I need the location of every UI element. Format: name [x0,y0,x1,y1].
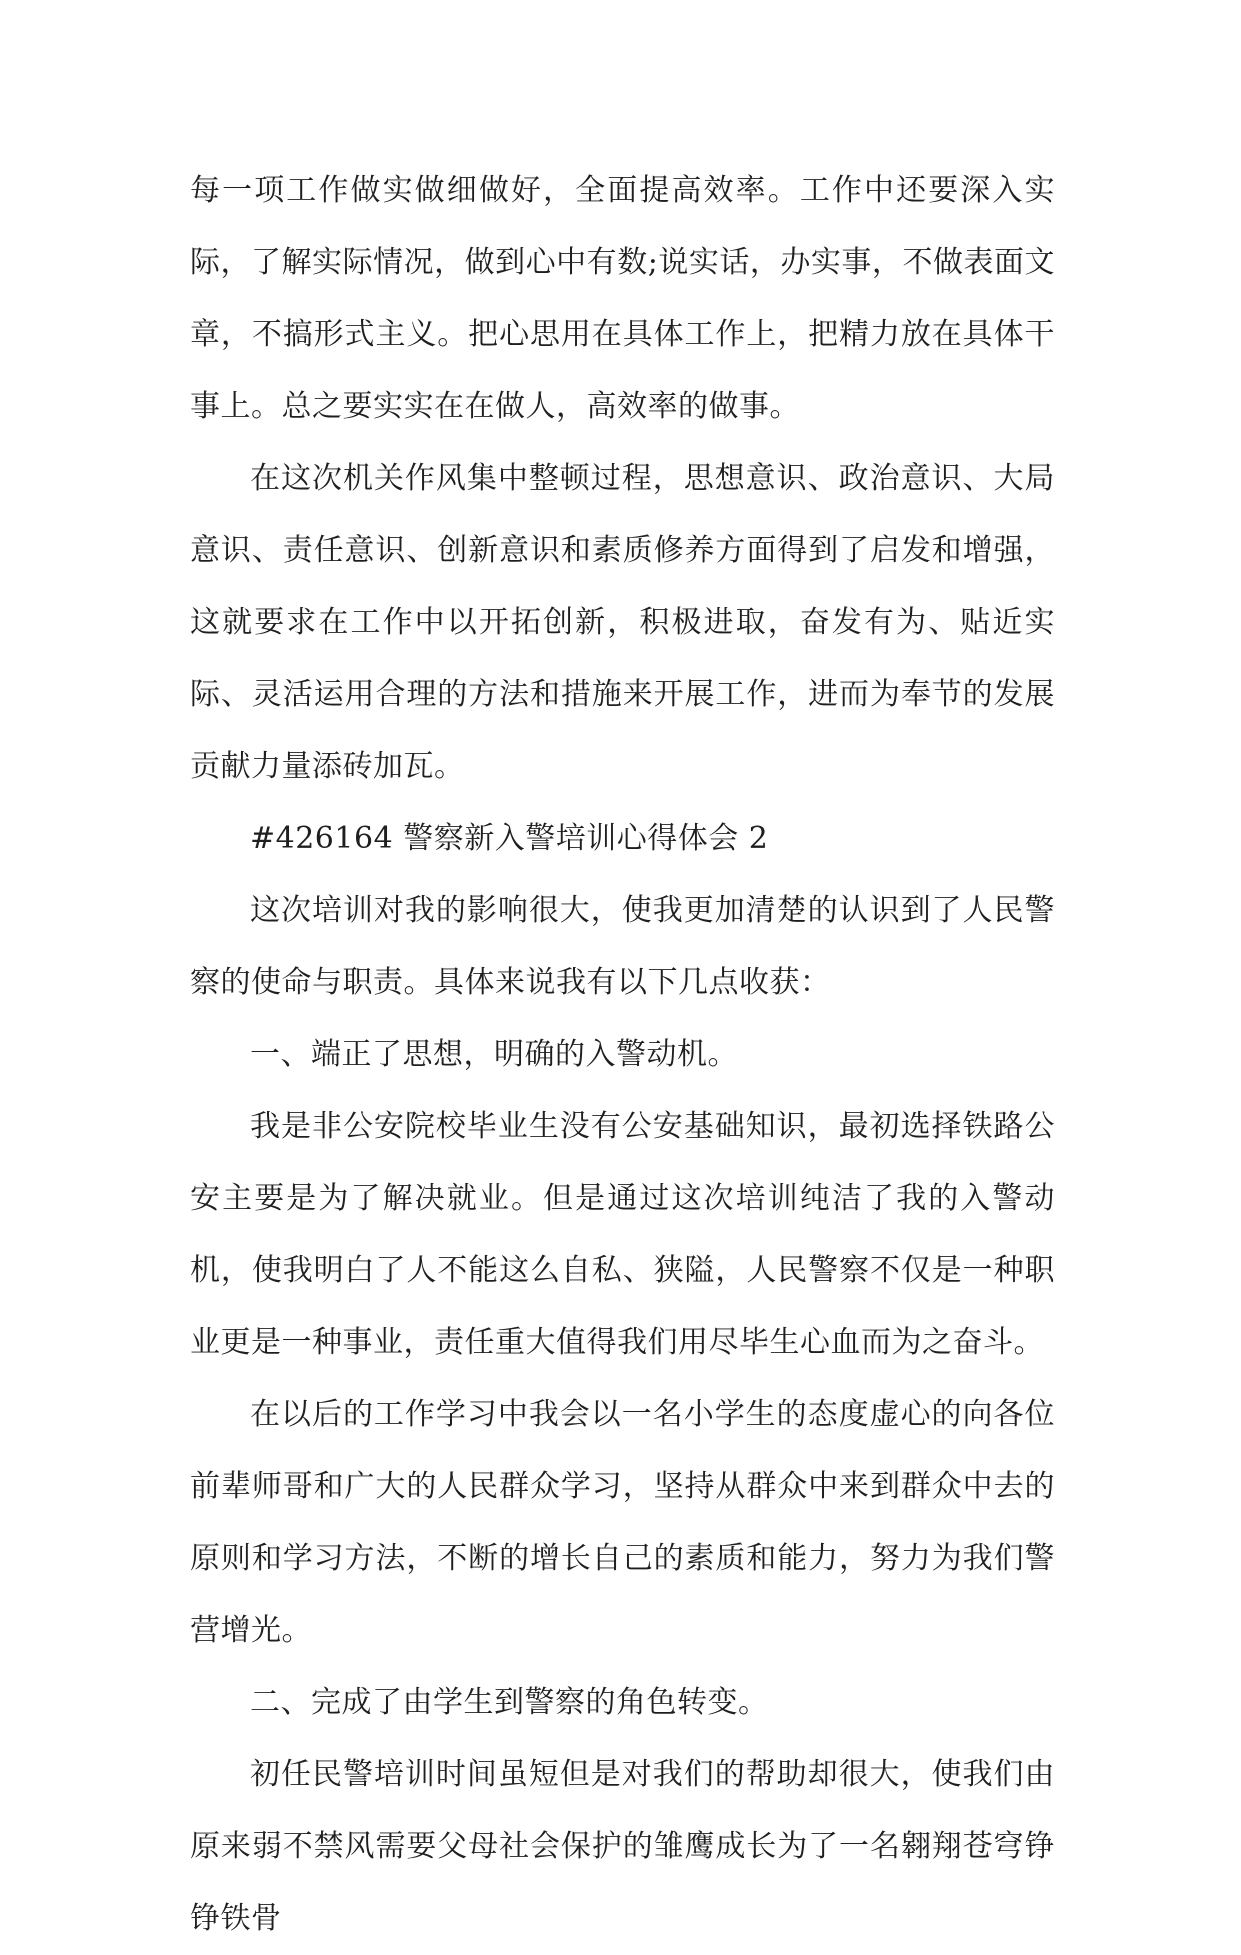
point-two-heading: 二、完成了由学生到警察的角色转变。 [250,1685,769,1720]
point-one-heading: 一、端正了思想，明确的入警动机。 [250,1037,738,1072]
paragraph-learning: 在以后的工作学习中我会以一名小学生的态度虚心的向各位前辈师哥和广大的人民群众学习，坚持从群众中来到群众中去的原则和学习方法，不断的增长自己的素质和能力，努力为我们警营增光。 [190,1397,1055,1648]
document-body [190,155,1055,1955]
paragraph-rectification: 在这次机关作风集中整顿过程，思想意识、政治意识、大局意识、责任意识、创新意识和素质修养方面得到了启发和增强，这就要求在工作中以开拓创新，积极进取，奋发有为、贴近实际、灵活运用合理的方法和措施来开展工作，进而为奉节的发展贡献力量添砖加瓦。 [190,461,1055,784]
paragraph-training-impact: 这次培训对我的影响很大，使我更加清楚的认识到了人民警察的使命与职责。具体来说我有以下几点收获： [190,893,1055,1000]
section-title: #426164 警察新入警培训心得体会 2 [250,821,769,856]
paragraph-role-change: 初任民警培训时间虽短但是对我们的帮助却很大，使我们由原来弱不禁风需要父母社会保护的雏鹰成长为了一名翱翔苍穹铮铮铁骨 [190,1757,1055,1936]
paragraph-continuation: 每一项工作做实做细做好，全面提高效率。工作中还要深入实际，了解实际情况，做到心中有数;说实话，办实事，不做表面文章，不搞形式主义。把心思用在具体工作上，把精力放在具体干事上。总之要实实在在做人，高效率的做事。 [190,173,1055,424]
paragraph-motivation: 我是非公安院校毕业生没有公安基础知识，最初选择铁路公安主要是为了解决就业。但是通过这次培训纯洁了我的入警动机，使我明白了人不能这么自私、狭隘，人民警察不仅是一种职业更是一种事业，责任重大值得我们用尽毕生心血而为之奋斗。 [190,1109,1055,1360]
